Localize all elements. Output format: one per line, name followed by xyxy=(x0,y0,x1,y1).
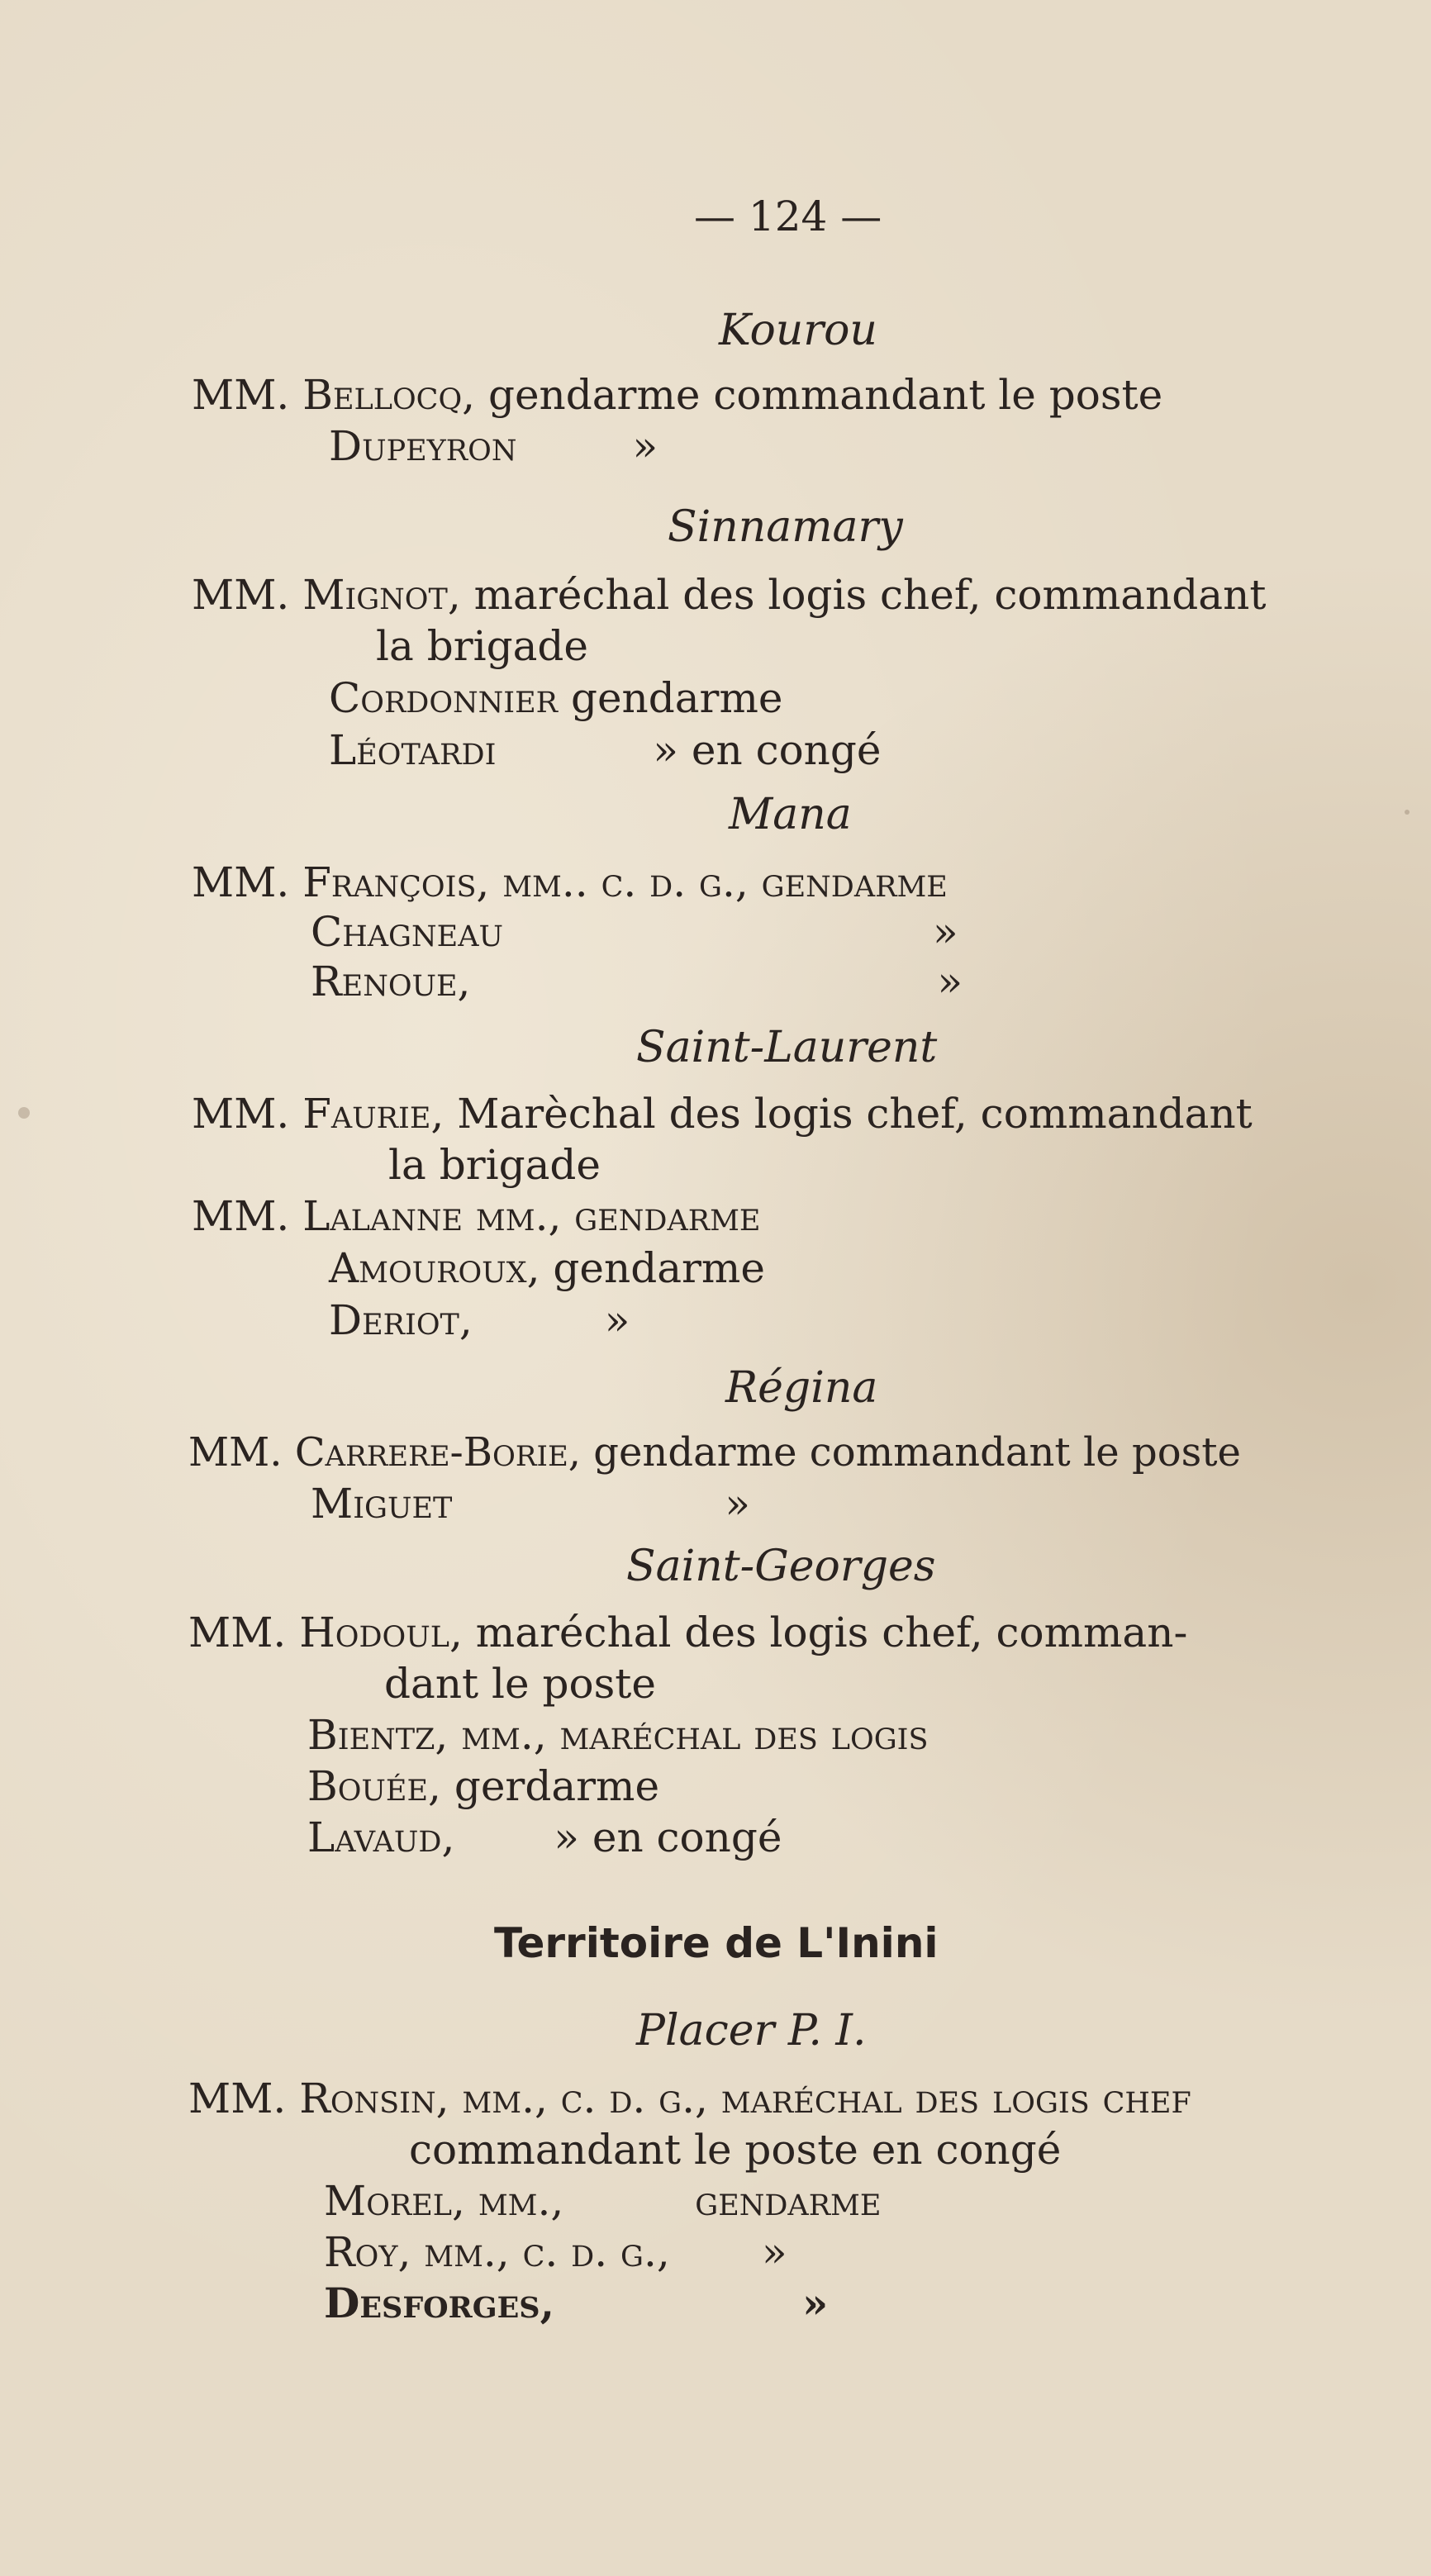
list-item xyxy=(311,1479,750,1528)
entry-text: mm., c. d. g., » xyxy=(411,2228,787,2276)
entry-text: mm., maréchal des logis xyxy=(448,1711,929,1759)
person-name: Amouroux, xyxy=(329,1244,540,1292)
list-item xyxy=(311,957,963,1006)
person-name: François, xyxy=(302,858,490,906)
prefix: MM. xyxy=(192,1090,290,1138)
person-name: Desforges, xyxy=(324,2279,554,2327)
person-name: Deriot, xyxy=(329,1296,473,1344)
entry-text: mm.. c. d. g., gendarme xyxy=(489,858,948,906)
entry-text: » xyxy=(604,1296,630,1344)
list-item xyxy=(188,1608,1187,1657)
person-name: Ronsin, xyxy=(299,2075,449,2122)
prefix: MM. xyxy=(192,371,290,419)
list-item xyxy=(388,1140,601,1190)
person-name: Bientz, xyxy=(307,1711,449,1759)
list-item xyxy=(307,1813,782,1862)
entry-text: » en congé xyxy=(554,1813,782,1861)
section-heading: Saint-Laurent xyxy=(636,1023,938,1072)
prefix: MM. xyxy=(188,2075,287,2122)
entry-text: Marèchal des logis chef, commandant xyxy=(444,1090,1253,1138)
entry-text: » xyxy=(632,422,658,470)
section-heading: Mana xyxy=(729,790,852,839)
person-name: Carrere-Borie, xyxy=(294,1429,582,1476)
list-item xyxy=(188,1428,1241,1477)
entry-text: dant le poste xyxy=(384,1660,656,1708)
list-item xyxy=(188,2074,1191,2123)
list-item xyxy=(329,1295,630,1345)
paper-spot xyxy=(18,1107,30,1119)
section-heading: Kourou xyxy=(719,306,877,355)
list-item xyxy=(324,2227,787,2277)
section-heading: Saint-Georges xyxy=(626,1542,936,1591)
entry-text: » xyxy=(932,908,958,956)
person-name: Renoue, xyxy=(311,958,471,1005)
list-item xyxy=(192,858,948,907)
list-item xyxy=(307,1761,659,1811)
list-item xyxy=(192,1089,1253,1138)
entry-text: » xyxy=(802,2279,829,2327)
entry-text: maréchal des logis chef, comman- xyxy=(462,1609,1188,1656)
person-name: Lalanne xyxy=(302,1192,463,1240)
section-heading: Placer P. I. xyxy=(636,2006,867,2056)
page-number: — 124 — xyxy=(694,192,882,240)
list-item xyxy=(376,621,588,671)
list-item xyxy=(329,421,658,471)
list-item xyxy=(324,2176,881,2226)
section-heading: Régina xyxy=(725,1363,878,1413)
prefix: MM. xyxy=(192,858,290,906)
prefix: MM. xyxy=(188,1609,287,1656)
list-item xyxy=(384,1659,656,1709)
entry-text: mm., gendarme xyxy=(464,2177,882,2225)
list-item xyxy=(329,725,881,775)
entry-text: mm., c. d. g., maréchal des logis chef xyxy=(449,2075,1191,2122)
person-name: Bellocq, xyxy=(302,371,476,419)
list-item xyxy=(192,370,1162,420)
person-name: Dupeyron xyxy=(329,422,517,470)
list-item xyxy=(409,2125,1061,2174)
section-heading: Sinnamary xyxy=(668,502,903,552)
entry-text: » xyxy=(937,958,963,1005)
entry-text: la brigade xyxy=(376,622,589,670)
person-name: Chagneau xyxy=(311,908,503,956)
territory-title: Territoire de L'Inini xyxy=(494,1919,939,1967)
person-name: Hodoul, xyxy=(299,1609,463,1656)
list-item xyxy=(311,907,958,957)
entry-text: gendarme xyxy=(540,1244,765,1292)
list-item xyxy=(192,1191,760,1241)
entry-text: mm., gendarme xyxy=(463,1192,761,1240)
entry-text: gerdarme xyxy=(440,1762,660,1810)
entry-text: gendarme commandant le poste xyxy=(475,371,1163,419)
entry-text: la brigade xyxy=(388,1141,601,1189)
list-item xyxy=(329,673,782,723)
entry-text: » en congé xyxy=(653,726,882,774)
prefix: MM. xyxy=(188,1429,283,1476)
entry-text: gendarme commandant le poste xyxy=(581,1429,1241,1476)
list-item xyxy=(329,1243,765,1293)
entry-text: gendarme xyxy=(558,674,783,722)
person-name: Lavaud, xyxy=(307,1813,455,1861)
person-name: Faurie, xyxy=(302,1090,445,1138)
entry-text: maréchal des logis chef, commandant xyxy=(460,571,1267,619)
paper-spot xyxy=(1405,810,1410,815)
prefix: MM. xyxy=(192,571,290,619)
person-name: Cordonnier xyxy=(329,674,559,722)
person-name: Bouée, xyxy=(307,1762,441,1810)
entry-text: commandant le poste en congé xyxy=(409,2126,1062,2174)
prefix: MM. xyxy=(192,1192,290,1240)
list-item xyxy=(307,1710,928,1760)
person-name: Mignot, xyxy=(302,571,461,619)
person-name: Roy, xyxy=(324,2228,411,2276)
person-name: Morel, xyxy=(324,2177,465,2225)
list-item xyxy=(324,2279,828,2328)
person-name: Léotardi xyxy=(329,726,497,774)
entry-text: » xyxy=(725,1480,750,1528)
person-name: Miguet xyxy=(311,1480,453,1528)
list-item xyxy=(192,570,1266,620)
